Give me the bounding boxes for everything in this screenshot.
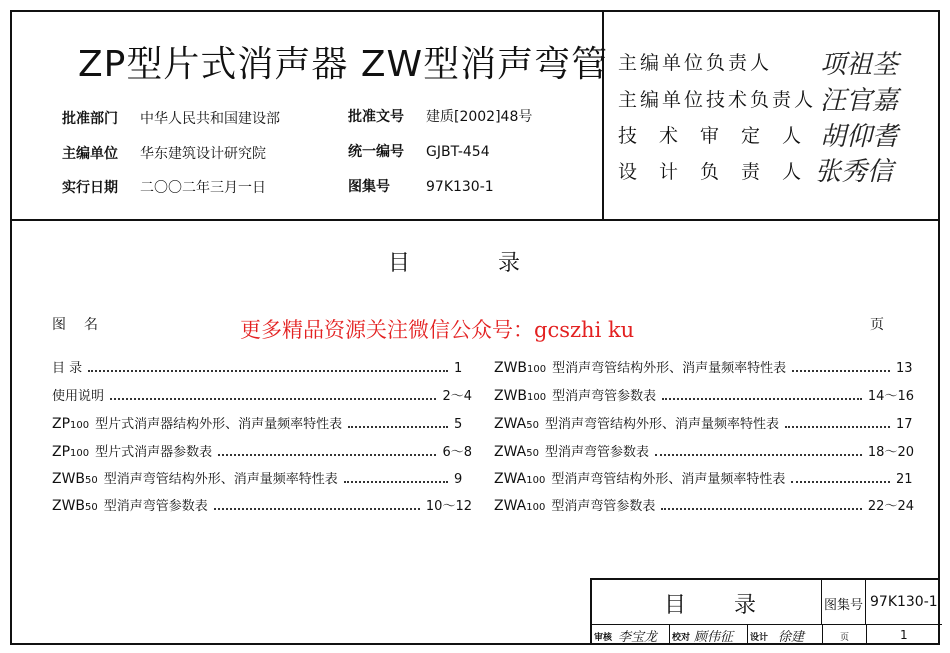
toc-entry-code: ZWA50: [494, 416, 539, 432]
toc-entry: [494, 467, 914, 487]
check-signature: 顾伟征: [694, 630, 734, 645]
toc-entry-page: 6～8: [442, 445, 472, 460]
page-number: 1: [900, 628, 908, 642]
info-label: 批准部门: [62, 111, 118, 127]
signature: 张秀信: [815, 157, 894, 187]
toc-entry-name: 型消声弯管结构外形、消声量频率特性表: [552, 361, 787, 376]
toc-entry-name: 型消声弯管参数表: [551, 499, 656, 514]
atlas-no-cell: [866, 580, 942, 624]
sign-divider: [822, 625, 823, 645]
toc-entry-page: 13: [896, 361, 913, 376]
toc-entry-name: 型消声弯管参数表: [103, 499, 208, 514]
toc-entry-name: 型消声弯管结构外形、消声量频率特性表: [551, 472, 786, 487]
toc-entry-name: 型片式消声器结构外形、消声量频率特性表: [95, 417, 343, 432]
toc-leader-dots: [791, 481, 890, 483]
toc-entry-name: 型消声弯管参数表: [552, 389, 657, 404]
toc-entry-page: 14～16: [867, 389, 914, 404]
col-header-name: 图名: [52, 317, 116, 333]
toc-entry-code: ZWB100: [494, 360, 547, 376]
title-block-name-cell: [592, 580, 822, 624]
toc-leader-dots: [218, 454, 436, 456]
toc-entry: [494, 412, 914, 432]
toc-entry-name: 型消声弯管参数表: [544, 445, 649, 460]
toc-entry-page: 2～4: [442, 389, 472, 404]
toc-entry: [494, 440, 914, 460]
atlas-label: 图集号: [824, 598, 864, 613]
toc-entry: [52, 467, 472, 487]
toc-title: 目录: [388, 251, 609, 276]
toc-entry-code: ZP100: [52, 416, 90, 432]
toc-entry: [52, 356, 472, 376]
toc-entry-page: 5: [454, 417, 463, 432]
check-label: 校对: [672, 633, 691, 643]
info-value: 二〇〇二年三月一日: [140, 180, 266, 196]
toc-leader-dots: [661, 508, 862, 510]
role-tech-review: 技术审定人: [618, 125, 824, 147]
toc-entry: [52, 384, 472, 404]
info-value: 97K130-1: [426, 179, 494, 195]
review-signature: 李宝龙: [618, 630, 658, 645]
role-design-lead: 设计负责人: [618, 161, 824, 183]
toc-entry-code: ZWA50: [494, 444, 539, 460]
toc-entry-code: ZWA100: [494, 498, 546, 514]
info-editor-unit: [62, 143, 266, 163]
toc-entry-name: 使用说明: [52, 389, 105, 404]
toc-entry-code: ZP100: [52, 444, 90, 460]
toc-entry-page: 22～24: [867, 499, 914, 514]
toc-entry-name: 目 录: [52, 361, 83, 376]
info-value: GJBT-454: [426, 144, 490, 160]
toc-entry-code: ZWA100: [494, 471, 546, 487]
info-label: 图集号: [348, 179, 390, 195]
col-header-page-right: 页: [870, 317, 902, 333]
toc-entry-code: ZWB50: [52, 471, 98, 487]
toc-entry: [52, 494, 472, 514]
toc-leader-dots: [214, 508, 420, 510]
title-block: [590, 578, 940, 645]
document-title: ZP型片式消声器 ZW型消声弯管: [78, 44, 609, 85]
signature: 汪官嘉: [820, 86, 899, 116]
toc-leader-dots: [662, 398, 862, 400]
toc-leader-dots: [655, 454, 862, 456]
info-value: 中华人民共和国建设部: [140, 111, 280, 127]
info-approval-dept: [62, 108, 280, 128]
toc-entry-name: 型消声弯管结构外形、消声量频率特性表: [103, 472, 338, 487]
design-signature: 徐建: [778, 630, 805, 645]
toc-entry-page: 18～20: [867, 445, 914, 460]
toc-leader-dots: [344, 481, 448, 483]
signature: 项祖荃: [820, 50, 899, 80]
info-label: 批准文号: [348, 109, 404, 125]
toc-entry-page: 1: [454, 361, 463, 376]
toc-entry: [494, 384, 914, 404]
toc-leader-dots: [88, 370, 448, 372]
review-label: 审核: [594, 633, 613, 643]
signature: 胡仰耆: [820, 122, 899, 152]
sign-divider: [669, 625, 670, 645]
design-label: 设计: [750, 633, 769, 643]
info-approval-no: [348, 106, 532, 126]
toc-entry: [52, 412, 472, 432]
info-effective-date: [62, 177, 266, 197]
page-label: 页: [840, 633, 850, 643]
sign-row: [592, 624, 942, 645]
role-chief-unit: 主编单位负责人: [618, 52, 773, 74]
sign-divider: [747, 625, 748, 645]
header-bottom-rule: [10, 219, 940, 221]
toc-entry-page: 21: [896, 472, 913, 487]
toc-entry: [52, 440, 472, 460]
toc-entry-name: 型片式消声器参数表: [95, 445, 213, 460]
toc-entry-code: ZWB50: [52, 498, 98, 514]
title-block-name: 目录: [664, 593, 805, 618]
toc-leader-dots: [792, 370, 890, 372]
toc-entry-code: ZWB100: [494, 388, 547, 404]
toc-entry-name: 型消声弯管结构外形、消声量频率特性表: [544, 417, 779, 432]
info-label: 实行日期: [62, 180, 118, 196]
info-label: 主编单位: [62, 146, 118, 162]
watermark-text: 更多精品资源关注微信公众号：gcszhi ku: [240, 318, 635, 342]
toc-leader-dots: [348, 426, 448, 428]
atlas-no: 97K130-1: [870, 594, 938, 610]
info-unified-no: [348, 141, 490, 161]
info-label: 统一编号: [348, 144, 404, 160]
role-chief-tech: 主编单位技术负责人: [618, 89, 817, 111]
info-value: 华东建筑设计研究院: [140, 146, 266, 162]
atlas-label-cell: [822, 580, 866, 624]
toc-entry-page: 17: [896, 417, 913, 432]
toc-entry-page: 9: [454, 472, 463, 487]
toc-entry: [494, 494, 914, 514]
toc-leader-dots: [785, 426, 890, 428]
info-atlas-no: [348, 176, 494, 196]
toc-entry-page: 10～12: [425, 499, 472, 514]
toc-entry: [494, 356, 914, 376]
toc-leader-dots: [110, 398, 436, 400]
info-value: 建质[2002]48号: [426, 109, 533, 125]
sign-divider: [866, 625, 867, 645]
